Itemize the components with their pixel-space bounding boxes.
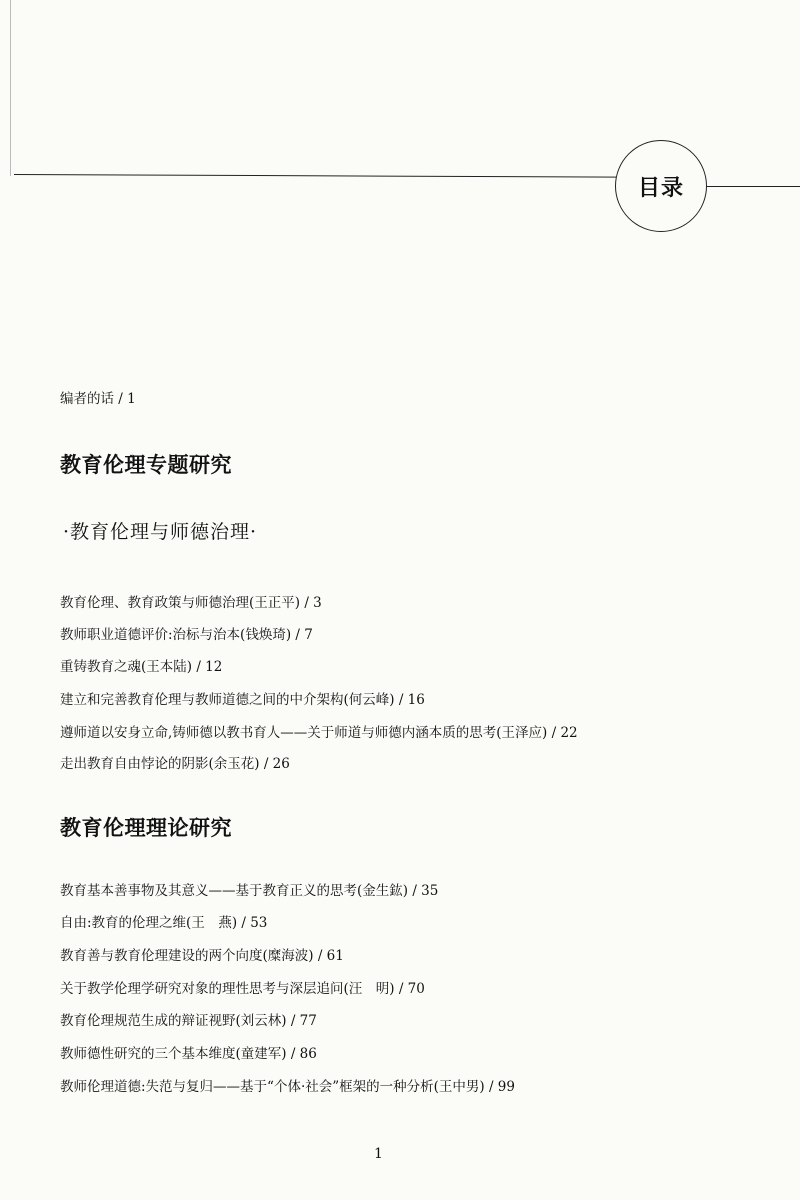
toc-title: 目录 — [637, 174, 684, 201]
header-rule-right — [706, 186, 800, 187]
header-rule-left — [14, 174, 619, 178]
page-number: 1 — [374, 1146, 383, 1162]
toc-entry: 教师伦理道德:失范与复归——基于“个体·社会”框架的一种分析(王中男) / 99 — [60, 1079, 515, 1095]
editor-note-entry: 编者的话 / 1 — [60, 391, 136, 407]
toc-entry: 关于教学伦理学研究对象的理性思考与深层追问(汪 明) / 70 — [60, 981, 425, 997]
toc-entry: 建立和完善教育伦理与教师道德之间的中介架构(何云峰) / 16 — [60, 692, 425, 708]
subsection-heading: ·教育伦理与师德治理· — [63, 521, 258, 543]
toc-entry: 自由:教育的伦理之维(王 燕) / 53 — [60, 915, 268, 931]
toc-entry: 教师德性研究的三个基本维度(童建军) / 86 — [60, 1046, 317, 1062]
toc-entry: 教育善与教育伦理建设的两个向度(糜海波) / 61 — [60, 948, 344, 964]
toc-entry: 教育基本善事物及其意义——基于教育正义的思考(金生鈜) / 35 — [60, 883, 439, 899]
toc-entry: 教师职业道德评价:治标与治本(钱焕琦) / 7 — [60, 627, 313, 643]
toc-entry: 走出教育自由悖论的阴影(余玉花) / 26 — [60, 756, 290, 772]
toc-title-circle — [615, 140, 707, 232]
section-heading-1: 教育伦理专题研究 — [60, 452, 232, 477]
page-edge-line — [10, 0, 11, 176]
toc-entry: 遵师道以安身立命,铸师德以教书育人——关于师道与师德内涵本质的思考(王泽应) / 22 — [60, 725, 578, 741]
toc-entry: 教育伦理规范生成的辩证视野(刘云林) / 77 — [60, 1013, 317, 1029]
toc-entry: 重铸教育之魂(王本陆) / 12 — [60, 659, 223, 675]
section-heading-2: 教育伦理理论研究 — [60, 815, 232, 840]
toc-entry: 教育伦理、教育政策与师德治理(王正平) / 3 — [60, 595, 322, 611]
